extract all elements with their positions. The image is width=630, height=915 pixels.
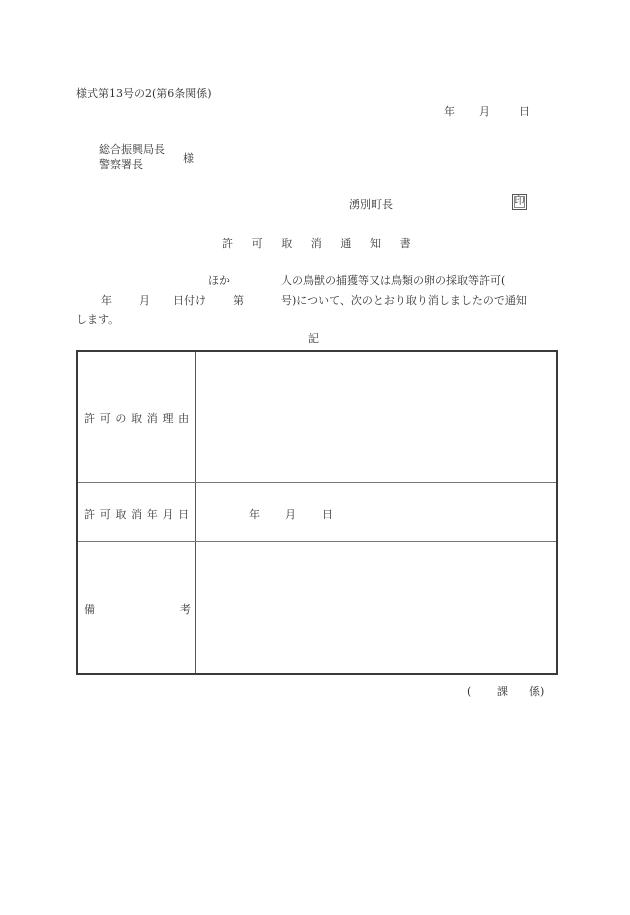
label-char: 取 <box>131 412 143 425</box>
header-date-day: 日 <box>519 105 530 118</box>
form-number: 様式第13号の2(第6条関係) <box>76 87 212 100</box>
title-char: 消 <box>310 237 322 250</box>
label-remarks-left: 備 <box>84 603 95 616</box>
header-date <box>444 103 530 119</box>
details-table <box>76 350 558 675</box>
label-char: の <box>115 412 127 425</box>
label-char: 理 <box>162 412 174 425</box>
footer-paren: ( <box>467 685 472 698</box>
addressee <box>99 142 165 172</box>
cancel-date-year: 年 <box>249 508 260 521</box>
header-date-month: 月 <box>479 105 490 118</box>
body-line-1: 人の鳥獣の捕獲等又は鳥類の卵の採取等許可( <box>281 274 506 287</box>
cancel-reason-field[interactable] <box>196 352 554 482</box>
addressee-line-2: 警察署長 <box>99 158 143 171</box>
footer-staff: 係) <box>529 685 545 698</box>
label-remarks-right: 考 <box>180 603 191 616</box>
label-char: 月 <box>162 508 174 521</box>
label-cancel-date <box>84 506 194 522</box>
body-month: 月 <box>139 294 150 307</box>
cancel-date-day: 日 <box>322 508 333 521</box>
label-char: 消 <box>146 412 158 425</box>
row-divider <box>78 482 556 483</box>
issuer-title: 湧別町長 <box>349 198 393 211</box>
section-staff-footer <box>467 683 544 699</box>
header-date-year: 年 <box>444 105 455 118</box>
title-char: 可 <box>251 237 263 250</box>
addressee-honorific: 様 <box>183 152 194 165</box>
addressee-line-1: 総合振興局長 <box>99 143 165 156</box>
body-number-prefix: 第 <box>233 294 244 307</box>
label-char: 取 <box>115 508 127 521</box>
document-title <box>222 235 429 251</box>
label-char: 許 <box>84 412 95 425</box>
remarks-field[interactable] <box>196 542 554 673</box>
title-char: 許 <box>222 237 233 250</box>
label-char: 可 <box>99 412 111 425</box>
title-char: 取 <box>281 237 293 250</box>
label-cancel-reason <box>84 410 194 426</box>
label-char: 消 <box>131 508 143 521</box>
body-hoka: ほか <box>208 274 230 287</box>
label-char: 年 <box>146 508 158 521</box>
body-year: 年 <box>101 294 112 307</box>
ki-heading: 記 <box>308 332 319 345</box>
body-day: 日付け <box>173 294 206 307</box>
body-line-2-rest: 号)について、次のとおり取り消しましたので通知 <box>281 294 527 307</box>
footer-section: 課 <box>497 685 508 698</box>
label-char: 由 <box>178 412 190 425</box>
label-char: 許 <box>84 508 95 521</box>
title-char: 通 <box>340 237 352 250</box>
cancel-date-field[interactable] <box>249 506 333 522</box>
label-char: 可 <box>99 508 111 521</box>
cancel-date-month: 月 <box>285 508 296 521</box>
seal-icon: 印 <box>512 194 527 210</box>
title-char: 書 <box>399 237 411 250</box>
body-line-3: します。 <box>76 313 120 326</box>
title-char: 知 <box>369 237 381 250</box>
label-char: 日 <box>178 508 190 521</box>
